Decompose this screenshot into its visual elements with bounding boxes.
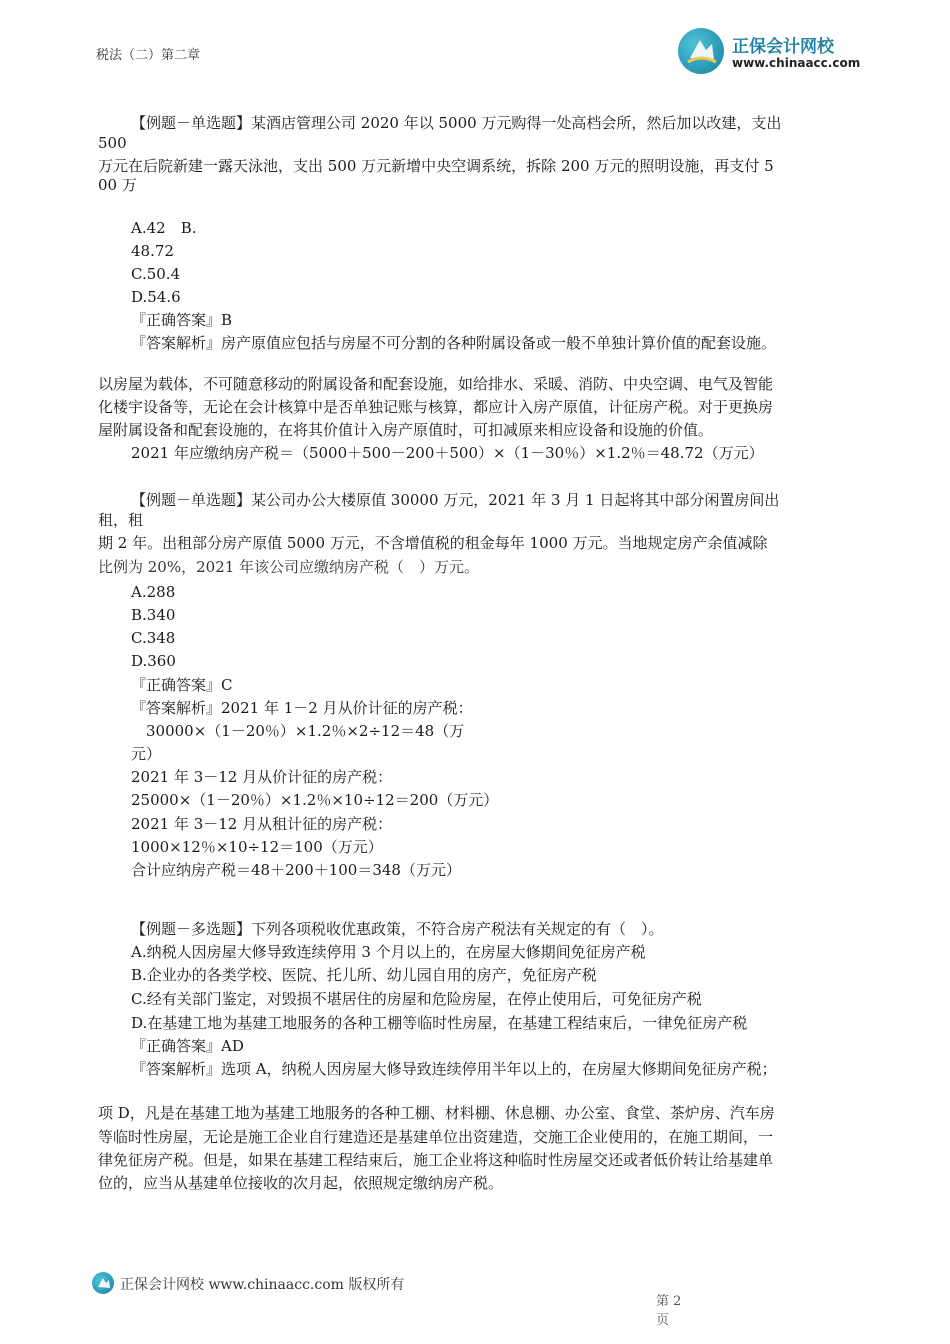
q2-option-b: B.340 — [131, 606, 176, 624]
q2-stem-line-3: 期 2 年。出租部分房产原值 5000 万元，不含增值税的租金每年 1000 万元。当地规定房产余值减除 — [98, 534, 768, 552]
q3-option-c: C.经有关部门鉴定，对毁损不堪居住的房屋和危险房屋，在停止使用后，可免征房产税 — [131, 990, 702, 1008]
q3-stem: 【例题－多选题】下列各项税收优惠政策，不符合房产税法有关规定的有（ ）。 — [131, 920, 664, 938]
q2-option-d: D.360 — [131, 652, 176, 670]
q3-option-a: A.纳税人因房屋大修导致连续停用 3 个月以上的，在房屋大修期间免征房产税 — [131, 943, 646, 961]
q2-analysis-line-3: 元） — [131, 745, 162, 763]
q3-analysis-line-3: 等临时性房屋，无论是施工企业自行建造还是基建单位出资建造，交施工企业使用的，在施工期间，一 — [98, 1128, 774, 1146]
q2-analysis-line-7: 1000×12％×10÷12＝100（万元） — [131, 838, 383, 856]
q2-analysis-line-1: 『答案解析』2021 年 1－2 月从价计征的房产税： — [131, 699, 473, 717]
brand-logo — [678, 28, 878, 78]
logo-url: www.chinaacc.com — [732, 56, 861, 70]
page-number: 第 2 页 — [656, 1294, 682, 1328]
q1-stem-line-3: 万元在后院新建一露天泳池，支出 500 万元新增中央空调系统，拆除 200 万元的照明设施，再支付 5 — [98, 157, 774, 175]
logo-emblem-icon — [678, 28, 724, 74]
header-title-cut — [96, 48, 216, 63]
q2-analysis-line-8: 合计应纳房产税＝48＋200＋100＝348（万元） — [131, 861, 461, 879]
q2-option-c: C.348 — [131, 629, 176, 647]
q1-analysis-line-2: 以房屋为载体，不可随意移动的附属设备和配套设施，如给排水、采暖、消防、中央空调、电气及智能 — [98, 375, 774, 393]
q1-option-d: D.54.6 — [131, 288, 181, 306]
q3-analysis-line-4: 律免征房产税。但是，如果在基建工程结束后，施工企业将这种临时性房屋交还或者低价转让给基建单 — [98, 1151, 774, 1169]
q3-option-b: B.企业办的各类学校、医院、托儿所、幼儿园自用的房产，免征房产税 — [131, 966, 597, 984]
q2-analysis-line-8-clip — [0, 859, 950, 879]
q1-answer: 『正确答案』B — [131, 311, 233, 329]
q3-answer: 『正确答案』AD — [131, 1037, 244, 1055]
q3-analysis-line-5: 位的，应当从基建单位接收的次月起，依照规定缴纳房产税。 — [98, 1174, 504, 1192]
q2-stem-line-4-clip — [0, 556, 950, 576]
q1-calc: 2021 年应缴纳房产税＝（5000＋500－200＋500）×（1－30％）×1.2％＝48.72（万元） — [131, 444, 764, 462]
header-title: 税法（二）第二章 — [96, 48, 201, 63]
q2-answer: 『正确答案』C — [131, 676, 233, 694]
q2-analysis-line-2: 30000×（1－20％）×1.2％×2÷12＝48（万 — [146, 722, 465, 740]
q2-option-a: A.288 — [131, 583, 176, 601]
q1-analysis-line-3: 化楼宇设备等，无论在会计核算中是否单独记账与核算，都应计入房产原值，计征房产税。对于更换房 — [98, 398, 774, 416]
logo-brand-name: 正保会计网校 — [732, 37, 834, 57]
q1-option-b: 48.72 — [131, 242, 174, 260]
q1-stem-line-1: 【例题－单选题】某酒店管理公司 2020 年以 5000 万元购得一处高档会所，然后加以改建，支出 — [131, 114, 782, 132]
q2-analysis-line-4: 2021 年 3－12 月从价计征的房产税： — [131, 768, 393, 786]
q1-stem-line-2: 500 — [98, 134, 127, 152]
q2-stem-line-1: 【例题－单选题】某公司办公大楼原值 30000 万元，2021 年 3 月 1 日起将其中部分闲置房间出 — [131, 491, 780, 509]
q3-option-d: D.在基建工地为基建工地服务的各种工棚等临时性房屋，在基建工程结束后，一律免征房产税 — [131, 1014, 748, 1032]
q1-analysis-line-4: 屋附属设备和配套设施的，在将其价值计入房产原值时，可扣减原来相应设备和设施的价值。 — [98, 421, 714, 439]
q2-analysis-line-6: 2021 年 3－12 月从租计征的房产税： — [131, 815, 393, 833]
q2-stem-line-4: 比例为 20%，2021 年该公司应缴纳房产税（ ）万元。 — [98, 558, 480, 576]
q1-stem-line-4: 00 万 — [98, 176, 137, 194]
q3-analysis-line-2: 项 D，凡是在基建工地为基建工地服务的各种工棚、材料棚、休息棚、办公室、食堂、茶炉房、汽车房 — [98, 1104, 775, 1122]
q2-analysis-line-5: 25000×（1－20％）×1.2％×10÷12＝200（万元） — [131, 791, 499, 809]
footer-copyright: 正保会计网校 www.chinaacc.com 版权所有 — [120, 1277, 405, 1293]
footer-logo-icon — [92, 1272, 114, 1294]
q2-stem-line-2: 租，租 — [98, 511, 144, 529]
q1-option-c: C.50.4 — [131, 265, 181, 283]
page-number-cut — [656, 1290, 696, 1328]
q3-analysis-line-1: 『答案解析』选项 A，纳税人因房屋大修导致连续停用半年以上的，在房屋大修期间免征房产税； — [131, 1060, 777, 1078]
q1-analysis-line-1: 『答案解析』房产原值应包括与房屋不可分割的各种附属设备或一般不单独计算价值的配套设施。 — [131, 334, 777, 352]
q1-option-a: A.42 B. — [131, 219, 197, 237]
